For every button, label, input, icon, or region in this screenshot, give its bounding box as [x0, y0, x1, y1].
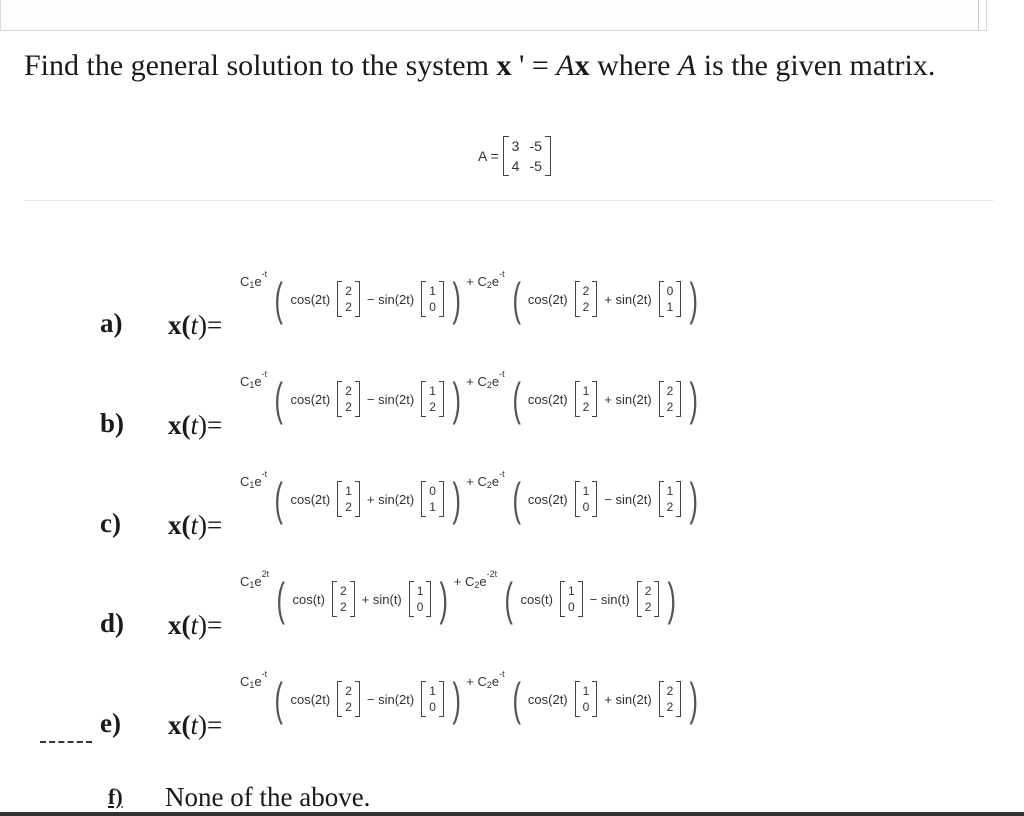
given-matrix — [478, 124, 551, 188]
coefficient-2: + C $_2$ e $^{-t}$ — [466, 368, 505, 390]
x-close: )= — [198, 710, 223, 740]
solution-expression — [240, 668, 702, 725]
solution-label — [168, 410, 222, 441]
trig-term: cos(t) — [520, 591, 553, 607]
solution-label — [168, 510, 222, 541]
question-x-prime: x — [496, 49, 512, 82]
option-text: None of the above. — [165, 782, 371, 812]
matrix-cell: 4 — [511, 158, 520, 174]
option-letter: a) — [100, 308, 123, 338]
open-paren: ( — [276, 573, 286, 625]
matrix-label: A = — [478, 148, 499, 164]
open-paren: ( — [512, 373, 521, 425]
trig-term: cos(2t) — [527, 491, 568, 507]
trig-term: cos(t) — [292, 591, 325, 607]
vector: 1 0 — [421, 681, 444, 717]
trig-term: + sin(2t) — [366, 491, 415, 507]
question-text — [24, 48, 994, 84]
vector: 2 2 — [659, 681, 682, 717]
trig-term: cos(2t) — [290, 491, 331, 507]
open-paren: ( — [274, 373, 284, 425]
coefficient-2: + C $_2$ e $^{-t}$ — [466, 268, 505, 290]
top-panel — [0, 0, 987, 31]
t-var: t — [190, 510, 199, 540]
solution-expression — [240, 468, 702, 525]
close-paren: ) — [452, 373, 461, 425]
close-paren: ) — [689, 373, 699, 425]
t-var: t — [190, 310, 199, 340]
trig-term: cos(2t) — [527, 291, 568, 307]
vector: 2 2 — [659, 381, 682, 417]
solution-expression — [240, 568, 680, 625]
question-x: x — [574, 49, 590, 82]
vector: 2 2 — [337, 681, 360, 717]
vector: 1 2 — [659, 481, 682, 517]
option-letter: c) — [100, 508, 121, 538]
matrix-cell: 3 — [511, 138, 520, 154]
solution-expression — [240, 268, 702, 325]
coefficient-1: C $_1$ e $^{2t}$ — [240, 568, 270, 590]
option-letter: d) — [100, 608, 125, 638]
vector: 2 2 — [337, 281, 360, 317]
x-label: x( — [168, 610, 191, 640]
vector: 0 1 — [421, 481, 444, 517]
open-paren: ( — [512, 673, 521, 725]
close-paren: ) — [689, 673, 699, 725]
vector: 1 0 — [421, 281, 444, 317]
close-paren: ) — [689, 273, 699, 325]
option-c[interactable] — [0, 468, 1024, 558]
matrix-cell: -5 — [529, 158, 542, 174]
dashed-mark — [40, 741, 92, 743]
vector: 1 0 — [575, 481, 598, 517]
trig-term: + sin(2t) — [604, 691, 652, 707]
trig-term: + sin(2t) — [604, 291, 652, 307]
vector: 2 2 — [637, 581, 660, 617]
trig-term: cos(2t) — [527, 391, 568, 407]
open-paren: ( — [274, 473, 284, 525]
trig-term: + sin(2t) — [604, 391, 652, 407]
section-divider — [24, 200, 994, 201]
trig-term: cos(2t) — [527, 691, 568, 707]
open-paren: ( — [512, 273, 521, 325]
trig-term: + sin(t) — [361, 591, 402, 607]
vector: 0 1 — [659, 281, 682, 317]
close-paren: ) — [452, 273, 461, 325]
solution-label — [168, 710, 222, 741]
close-paren: ) — [689, 473, 699, 525]
matrix-grid — [503, 136, 551, 176]
x-close: )= — [198, 610, 223, 640]
vector: 2 2 — [337, 381, 360, 417]
question-prime-eq: ' = — [511, 49, 557, 82]
vector: 1 2 — [421, 381, 444, 417]
solution-expression — [240, 368, 702, 425]
trig-term: − sin(2t) — [604, 491, 652, 507]
vector: 2 2 — [575, 281, 598, 317]
option-letter: e) — [100, 708, 121, 738]
coefficient-1: C $_1$ e $^{-t}$ — [240, 268, 268, 290]
vector: 1 2 — [337, 481, 360, 517]
close-paren: ) — [452, 473, 461, 525]
question-part1: Find the general solution to the system — [24, 49, 497, 82]
vector: 1 0 — [560, 581, 583, 617]
close-paren: ) — [439, 573, 449, 625]
trig-term: cos(2t) — [290, 391, 331, 407]
option-e[interactable] — [0, 668, 1024, 758]
x-label: x( — [168, 510, 191, 540]
trig-term: − sin(2t) — [366, 391, 415, 407]
x-close: )= — [198, 310, 223, 340]
trig-term: − sin(t) — [589, 591, 630, 607]
option-d[interactable] — [0, 568, 1024, 658]
open-paren: ( — [512, 473, 521, 525]
vector: 2 2 — [332, 581, 355, 617]
option-letter: f) — [108, 784, 123, 809]
solution-label — [168, 610, 222, 641]
coefficient-1: C $_1$ e $^{-t}$ — [240, 468, 268, 490]
x-close: )= — [198, 410, 223, 440]
option-a[interactable] — [0, 268, 1024, 358]
coefficient-2: + C $_2$ e $^{-t}$ — [466, 668, 505, 690]
option-f[interactable] — [0, 778, 1024, 814]
x-label: x( — [168, 310, 191, 340]
top-panel-edge — [978, 0, 979, 30]
coefficient-1: C $_1$ e $^{-t}$ — [240, 668, 268, 690]
question-A2: A — [677, 49, 697, 82]
t-var: t — [190, 710, 199, 740]
vector: 1 0 — [575, 681, 598, 717]
x-close: )= — [198, 510, 223, 540]
trig-term: − sin(2t) — [366, 691, 415, 707]
coefficient-2: + C $_2$ e $^{-2t}$ — [453, 568, 498, 590]
coefficient-2: + C $_2$ e $^{-t}$ — [466, 468, 505, 490]
coefficient-1: C $_1$ e $^{-t}$ — [240, 368, 268, 390]
option-letter: b) — [100, 408, 125, 438]
question-A: A — [556, 49, 575, 82]
t-var: t — [190, 410, 199, 440]
question-part2: where — [589, 49, 678, 82]
question-part3: is the given matrix. — [696, 49, 936, 82]
matrix-cell: -5 — [529, 138, 542, 154]
close-paren: ) — [667, 573, 677, 625]
open-paren: ( — [274, 273, 284, 325]
trig-term: − sin(2t) — [366, 291, 415, 307]
open-paren: ( — [274, 673, 284, 725]
x-label: x( — [168, 410, 191, 440]
x-label: x( — [168, 710, 191, 740]
trig-term: cos(2t) — [290, 291, 331, 307]
bottom-bar — [0, 812, 1024, 816]
solution-label — [168, 310, 222, 341]
t-var: t — [190, 610, 199, 640]
vector: 1 2 — [575, 381, 598, 417]
close-paren: ) — [452, 673, 461, 725]
option-b[interactable] — [0, 368, 1024, 458]
vector: 1 0 — [409, 581, 432, 617]
trig-term: cos(2t) — [290, 691, 331, 707]
open-paren: ( — [504, 573, 514, 625]
